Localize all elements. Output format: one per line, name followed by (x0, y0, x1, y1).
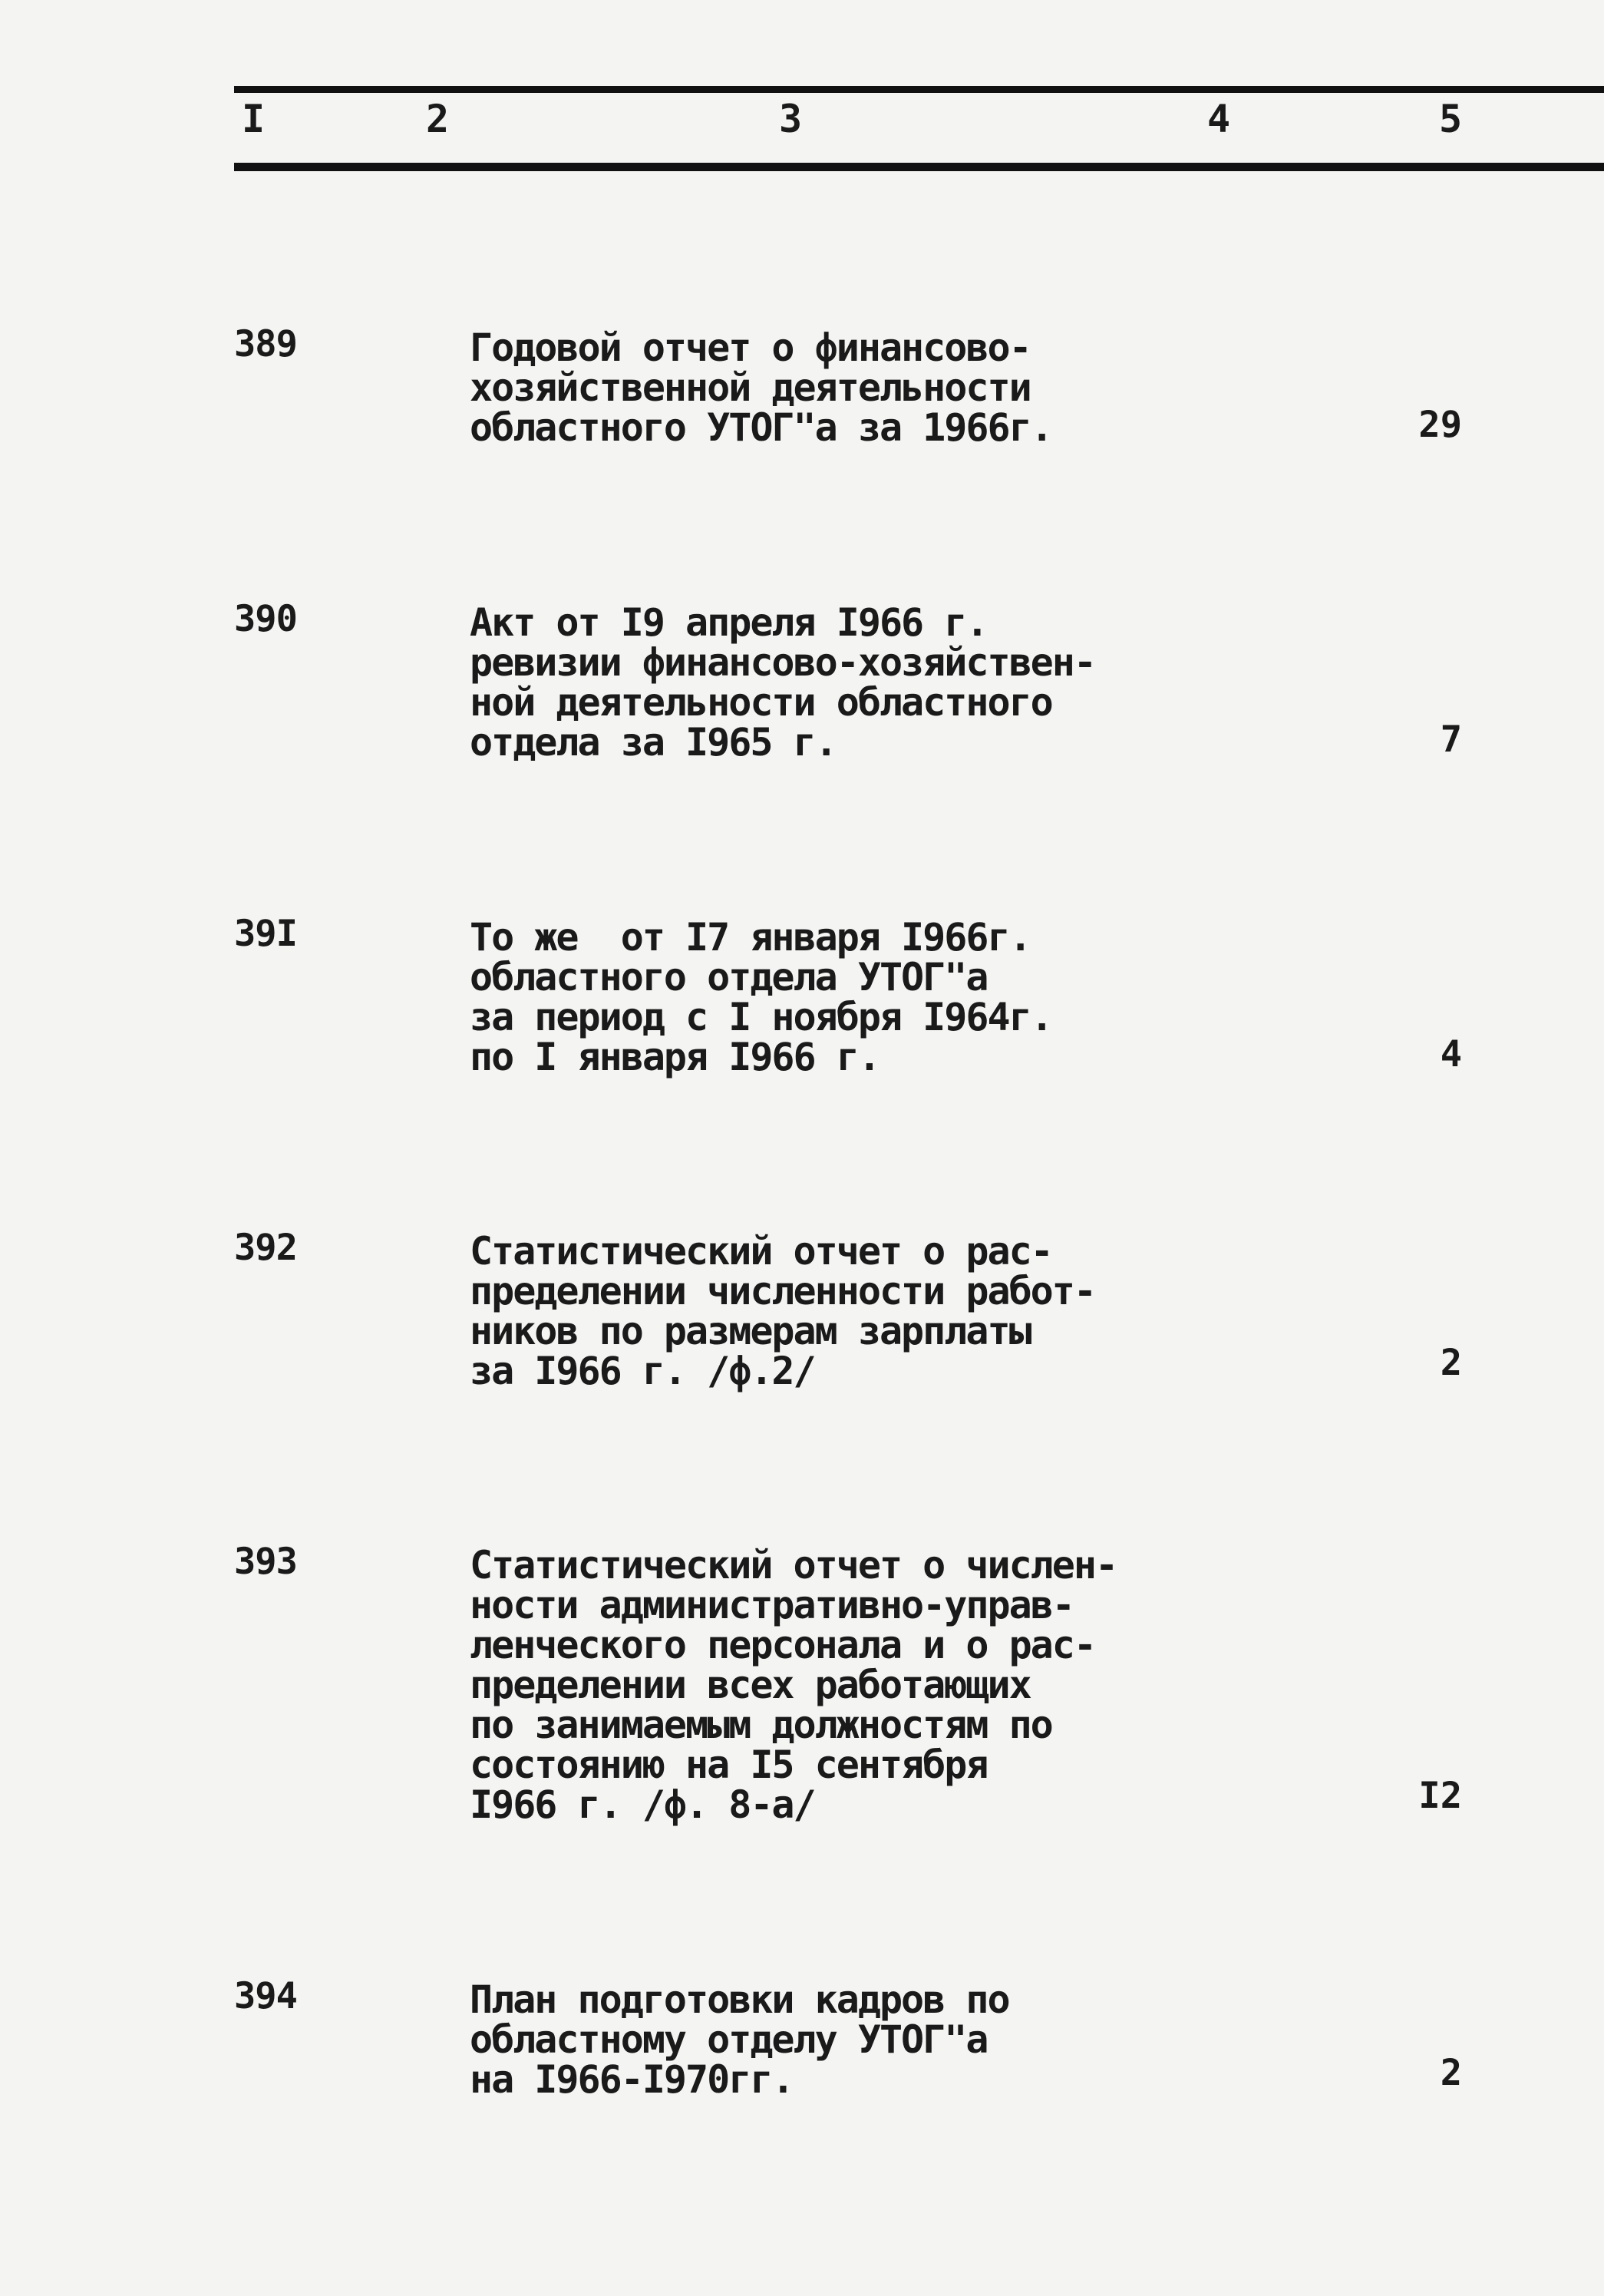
entry-number: 39I (234, 913, 297, 955)
title-line: Годовой отчет о финансово- (470, 325, 1031, 370)
title-line: отдела за I965 г. (470, 720, 837, 765)
title-line: ников по размерам зарплаты (470, 1309, 1031, 1353)
title-line: План подготовки кадров по (470, 1977, 1009, 2022)
title-line: областного отдела УТОГ"а (470, 955, 988, 999)
title-line: Акт от I9 апреля I966 г. (470, 600, 988, 645)
entry-title (470, 325, 1052, 450)
sheet-count: 29 (1418, 404, 1462, 446)
column-header-1: I (242, 97, 266, 141)
column-header-4: 4 (1207, 97, 1231, 141)
title-line: областному отделу УТОГ"а (470, 2017, 988, 2062)
title-line: Статистический отчет о числен- (470, 1543, 1117, 1587)
title-line: ревизии финансово-хозяйствен- (470, 640, 1095, 685)
title-line: на I966-I970гг. (470, 2057, 794, 2102)
column-header-5: 5 (1439, 97, 1463, 141)
entry-title (470, 1977, 1009, 2102)
title-line: за период с I ноября I964г. (470, 995, 1052, 1039)
title-line: I966 г. /ф. 8-а/ (470, 1782, 815, 1827)
sheet-count: 2 (1440, 1342, 1462, 1384)
entry-title (470, 600, 1095, 765)
entry-title (470, 917, 1052, 1077)
title-line: То же от I7 января I966г. (470, 915, 1031, 960)
entry-title (470, 1231, 1095, 1391)
table-top-rule (234, 86, 1604, 93)
title-line: по занимаемым должностям по (470, 1703, 1052, 1747)
sheet-count: 7 (1440, 719, 1462, 761)
entry-number: 390 (234, 598, 297, 640)
entry-number: 394 (234, 1975, 297, 2017)
entry-number: 393 (234, 1541, 297, 1583)
title-line: по I января I966 г. (470, 1035, 880, 1079)
column-header-3: 3 (779, 97, 803, 141)
column-header-2: 2 (426, 97, 450, 141)
title-line: пределении численности работ- (470, 1269, 1095, 1313)
sheet-count: 4 (1440, 1033, 1462, 1075)
table-header-rule (234, 163, 1604, 171)
entry-title (470, 1545, 1117, 1825)
title-line: хозяйственной деятельности (470, 365, 1031, 410)
sheet-count: I2 (1418, 1775, 1462, 1817)
entry-number: 389 (234, 323, 297, 365)
title-line: состоянию на I5 сентября (470, 1743, 988, 1787)
entry-number: 392 (234, 1227, 297, 1269)
title-line: Статистический отчет о рас- (470, 1229, 1052, 1274)
title-line: ленческого персонала и о рас- (470, 1623, 1095, 1667)
title-line: ности административно-управ- (470, 1583, 1074, 1627)
title-line: пределении всех работающих (470, 1663, 1031, 1707)
title-line: за I966 г. /ф.2/ (470, 1349, 815, 1393)
title-line: областного УТОГ"а за 1966г. (470, 405, 1052, 450)
title-line: ной деятельности областного (470, 680, 1052, 725)
sheet-count: 2 (1440, 2052, 1462, 2094)
